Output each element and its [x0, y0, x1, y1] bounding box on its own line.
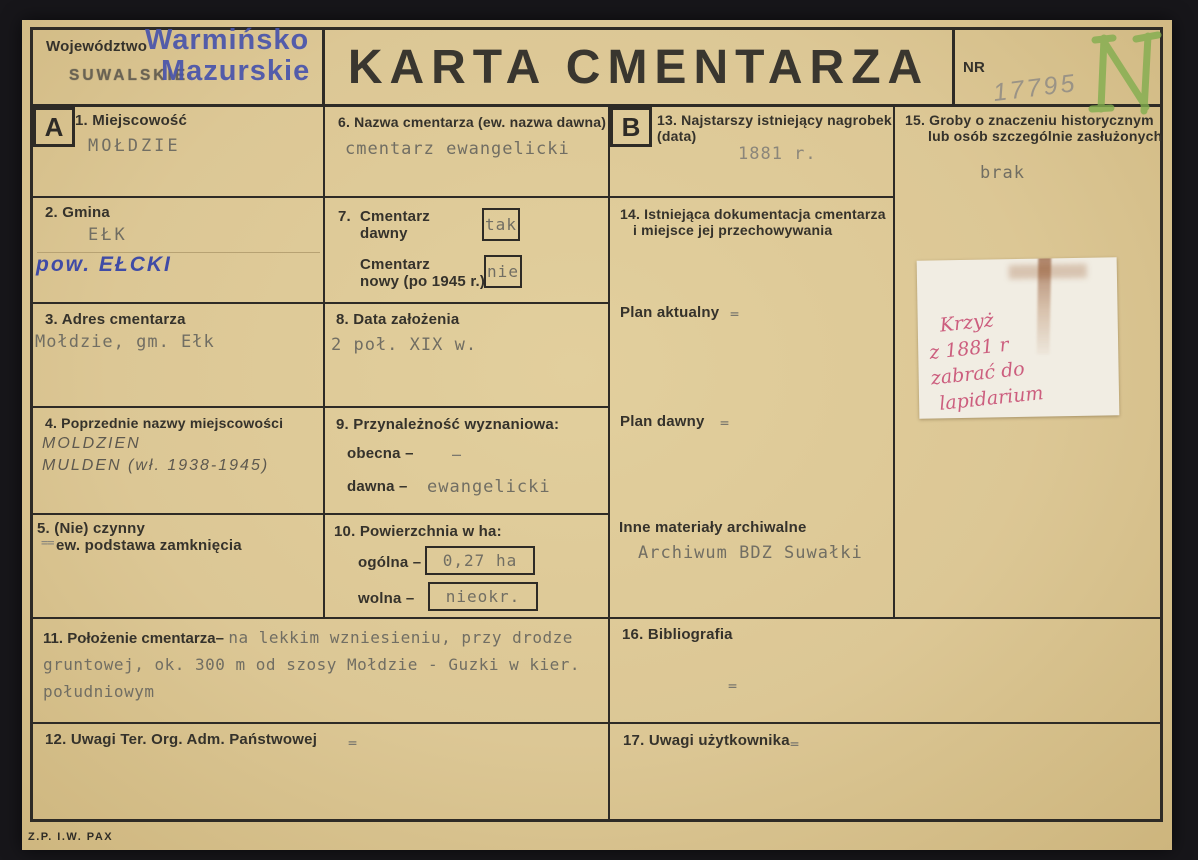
field-7-tak-box: [482, 208, 520, 241]
form-card: [30, 24, 1163, 822]
field-8-data-zalozenia: [325, 304, 610, 408]
field-4-label: 4. Poprzednie nazwy miejscowości: [45, 415, 284, 431]
field-4-poprzednie-nazwy: [33, 408, 325, 515]
field-10-ogolna-box: [425, 546, 535, 575]
field-3-adres: [33, 304, 325, 408]
field-1-value: MOŁDZIE: [88, 136, 181, 156]
field-10-label: 10. Powierzchnia w ha:: [334, 523, 502, 540]
field-2-gmina: [33, 198, 325, 304]
field-6-value: cmentarz ewangelicki: [345, 139, 570, 159]
field-14-dokumentacja: [610, 198, 895, 619]
field-8-value: 2 poł. XIX w.: [331, 335, 478, 355]
section-b-badge: B: [610, 107, 652, 147]
note-line3: zabrać do: [929, 357, 1026, 390]
field-2-handwritten: pow. EŁCKI: [36, 253, 172, 276]
nr-value-pencil: 17795: [991, 68, 1079, 108]
field-9-label: 9. Przynależność wyznaniowa:: [336, 416, 560, 433]
field-15-label-line2: lub osób szczególnie zasłużonych: [928, 128, 1163, 144]
field-12-value: =: [348, 736, 357, 750]
field-10-row1-label: ogólna –: [358, 554, 422, 571]
field-7-row1-word1: Cmentarz: [360, 208, 430, 225]
old-voivodeship-stamp: SUWALSKIE: [69, 67, 189, 84]
field-9-przynaleznosc: [325, 408, 610, 515]
field-5-label-line2: ew. podstawa zamknięcia: [56, 537, 242, 554]
field-1-label: 1. Miejscowość: [75, 112, 188, 129]
field-12-label: 12. Uwagi Ter. Org. Adm. Państwowej: [45, 731, 318, 748]
field-13-label-line1: 13. Najstarszy istniejący nagrobek: [657, 112, 892, 128]
header-title-cell: [325, 30, 955, 107]
field-10-row2-label: wolna –: [358, 590, 415, 607]
field-2-label: 2. Gmina: [45, 204, 110, 221]
field-6-nazwa-cmentarza: [325, 107, 610, 198]
plan-dawny-value: =: [720, 416, 729, 430]
field-7-row1-word2: dawny: [360, 225, 408, 242]
field-3-label: 3. Adres cmentarza: [45, 311, 186, 328]
field-7-tak-value: tak: [485, 215, 517, 234]
field-10-wolna-value: nieokr.: [445, 587, 521, 606]
field-17-value: =: [790, 737, 799, 751]
field-10-powierzchnia: [325, 515, 610, 619]
field-17-uwagi-uzytkownika: [610, 724, 1160, 819]
field-9-row2-value: ewangelicki: [427, 477, 551, 497]
card-title: KARTA CMENTARZA: [347, 41, 930, 94]
printer-imprint: Z.P. I.W. PAX: [28, 831, 114, 843]
field-3-value: Mołdzie, gm. Ełk: [35, 332, 215, 352]
new-voivodeship-stamp-line2: Mazurskie: [161, 55, 311, 87]
field-15-value: brak: [980, 163, 1025, 183]
new-voivodeship-stamp-line1: Warmińsko: [145, 24, 310, 56]
field-7-row2-word1: Cmentarz: [360, 256, 430, 273]
field-4-hand-line2: MULDEN (wł. 1938-1945): [42, 457, 270, 474]
field-11-polozenie: [33, 619, 610, 724]
field-6-label: 6. Nazwa cmentarza (ew. nazwa dawna): [338, 114, 607, 130]
field-1-miejscowosc: [33, 107, 325, 198]
field-11-value: na lekkim wzniesieniu, przy drodze gruntowej, ok. 300 m od szosy Mołdzie - Guzki w kier. południowym: [43, 628, 581, 701]
field-5-nieczynny: [33, 515, 325, 619]
note-line2: z 1881 r: [928, 333, 1010, 364]
plan-aktualny-value: =: [730, 307, 739, 321]
field-2-value: EŁK: [88, 225, 128, 245]
plan-aktualny-label: Plan aktualny: [620, 304, 720, 321]
plan-dawny-label: Plan dawny: [620, 413, 705, 430]
note-line1: Krzyż: [938, 309, 995, 337]
field-8-label: 8. Data założenia: [336, 311, 460, 328]
field-12-uwagi-ter: [33, 724, 610, 819]
field-16-label: 16. Bibliografia: [622, 626, 733, 643]
sticky-note: [917, 257, 1120, 418]
field-7-row2-word2: nowy (po 1945 r.): [360, 273, 486, 290]
rust-smear: [1009, 264, 1087, 279]
field-7-cmentarz-dawny-nowy: [325, 198, 610, 304]
field-16-bibliografia: [610, 619, 1160, 724]
field-10-wolna-box: [428, 582, 538, 611]
nr-label: NR: [963, 59, 986, 76]
field-7-number: 7.: [338, 208, 351, 225]
field-13-najstarszy-nagrobek: [610, 107, 895, 198]
field-17-label: 17. Uwagi użytkownika: [623, 732, 790, 749]
field-10-ogolna-value: 0,27 ha: [442, 551, 518, 570]
field-14-label-line1: 14. Istniejąca dokumentacja cmentarza: [620, 206, 886, 222]
field-7-nie-value: nie: [487, 262, 519, 281]
field-9-row1-value: –: [452, 448, 461, 462]
field-11-label: 11. Położenie cmentarza–: [43, 630, 224, 647]
note-line4: lapidarium: [938, 382, 1045, 415]
field-15-label-line1: 15. Groby o znaczeniu historycznym: [905, 112, 1154, 128]
inne-materialy-value: Archiwum BDZ Suwałki: [638, 543, 863, 563]
field-13-value: 1881 r.: [738, 144, 817, 164]
field-5-label-line1: 5. (Nie) czynny: [37, 520, 146, 537]
field-9-row1-label: obecna –: [347, 445, 414, 462]
corner-n-mark-icon: [1088, 31, 1162, 115]
section-a-badge: A: [33, 107, 75, 147]
field-4-hand-line1: MOLDZIEN: [42, 435, 141, 452]
field-9-row2-label: dawna –: [347, 478, 408, 495]
field-7-nie-box: [484, 255, 522, 288]
field-16-value: =: [728, 679, 737, 693]
field-14-label-line2: i miejsce jej przechowywania: [633, 222, 833, 238]
inne-materialy-label: Inne materiały archiwalne: [619, 519, 807, 536]
field-13-label-line2: (data): [657, 128, 697, 144]
voivodeship-label: Województwo: [46, 38, 148, 55]
field-5-typed-marks: ==: [41, 537, 54, 549]
